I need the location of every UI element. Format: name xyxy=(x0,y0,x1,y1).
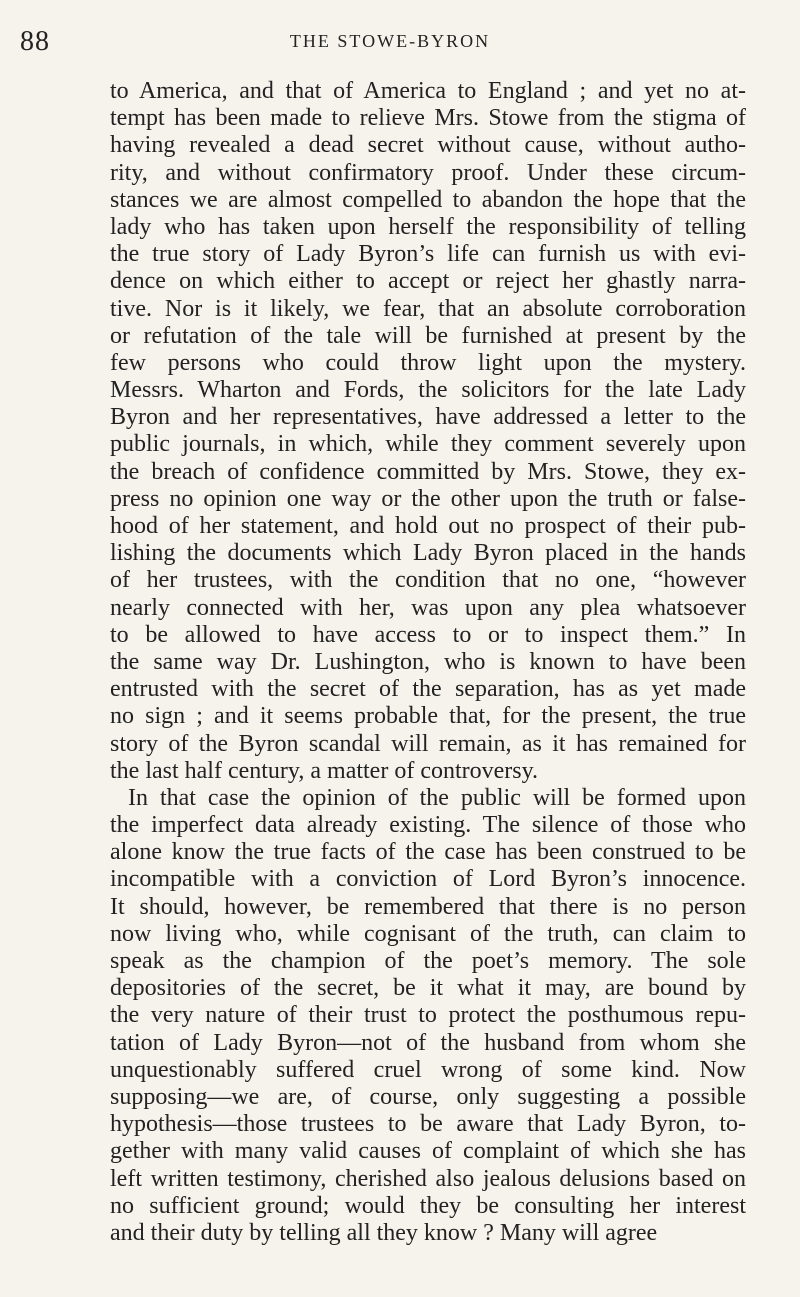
text-line: Byron and her representatives, have addressed a letter to the xyxy=(110,404,746,431)
text-line: Messrs. Wharton and Fords, the solicitors for the late Lady xyxy=(110,377,746,404)
page-number: 88 xyxy=(20,26,50,57)
text-line: the last half century, a matter of controversy. xyxy=(110,757,539,784)
text-line: no sign ; and it seems probable that, for the present, the true xyxy=(110,703,746,730)
text-line: gether with many valid causes of complaint of which she has xyxy=(110,1138,746,1165)
text-line: the true story of Lady Byron’s life can furnish us with evi- xyxy=(110,241,746,268)
body-text xyxy=(110,78,746,1247)
text-line: tempt has been made to relieve Mrs. Stowe from the stigma of xyxy=(110,105,746,132)
text-line: press no opinion one way or the other upon the truth or false- xyxy=(110,485,746,512)
text-line: incompatible with a conviction of Lord Byron’s innocence. xyxy=(110,866,746,893)
text-line: to America, and that of America to England ; and yet no at- xyxy=(110,78,746,104)
text-line: of her trustees, with the condition that no one, “however xyxy=(110,567,746,594)
text-line: left written testimony, cherished also jealous delusions based on xyxy=(110,1165,746,1192)
text-line: stances we are almost compelled to abandon the hope that the xyxy=(110,186,746,213)
text-line: entrusted with the secret of the separation, has as yet made xyxy=(110,676,746,703)
text-line: unquestionably suffered cruel wrong of some kind. Now xyxy=(110,1056,746,1083)
text-line: few persons who could throw light upon the mystery. xyxy=(110,349,746,376)
text-line: nearly connected with her, was upon any plea whatsoever xyxy=(110,594,746,621)
page-header xyxy=(20,26,760,66)
text-line: now living who, while cognisant of the truth, can claim to xyxy=(110,920,746,947)
text-line: dence on which either to accept or reject her ghastly narra- xyxy=(110,268,746,295)
text-line: tive. Nor is it likely, we fear, that an absolute corroboration xyxy=(110,295,746,322)
text-line: public journals, in which, while they comment severely upon xyxy=(110,431,746,458)
text-line: having revealed a dead secret without cause, without autho- xyxy=(110,132,746,159)
text-line: hypothesis—those trustees to be aware that Lady Byron, to- xyxy=(110,1111,746,1138)
text-line: speak as the champion of the poet’s memory. The sole xyxy=(110,948,746,974)
text-line: depositories of the secret, be it what it may, are bound by xyxy=(110,975,746,1002)
text-line: the very nature of their trust to protect the posthumous repu- xyxy=(110,1002,746,1029)
running-title: THE STOWE-BYRON xyxy=(289,31,491,51)
text-line: the same way Dr. Lushington, who is known to have been xyxy=(110,648,746,675)
text-line: and their duty by telling all they know ? Many will agree xyxy=(110,1219,658,1246)
text-line: tation of Lady Byron—not of the husband from whom she xyxy=(110,1029,746,1056)
text-line: supposing—we are, of course, only suggesting a possible xyxy=(110,1083,746,1110)
text-line: lishing the documents which Lady Byron placed in the hands xyxy=(110,540,746,567)
text-line: hood of her statement, and hold out no prospect of their pub- xyxy=(110,513,746,539)
text-line: the imperfect data already existing. The silence of those who xyxy=(110,812,746,839)
text-line: to be allowed to have access to or to inspect them.” In xyxy=(110,621,746,648)
text-line: the breach of confidence committed by Mrs. Stowe, they ex- xyxy=(110,458,746,485)
text-line: rity, and without confirmatory proof. Under these circum- xyxy=(110,159,746,186)
text-line: no sufficient ground; would they be consulting her interest xyxy=(110,1192,746,1219)
text-line: story of the Byron scandal will remain, as it has remained for xyxy=(110,730,746,757)
text-line: alone know the true facts of the case has been construed to be xyxy=(110,839,746,866)
text-line: lady who has taken upon herself the responsibility of telling xyxy=(110,213,746,240)
text-line: It should, however, be remembered that there is no person xyxy=(110,893,746,920)
text-line: or refutation of the tale will be furnished at present by the xyxy=(110,322,746,349)
text-line: In that case the opinion of the public will be formed upon xyxy=(128,784,746,811)
